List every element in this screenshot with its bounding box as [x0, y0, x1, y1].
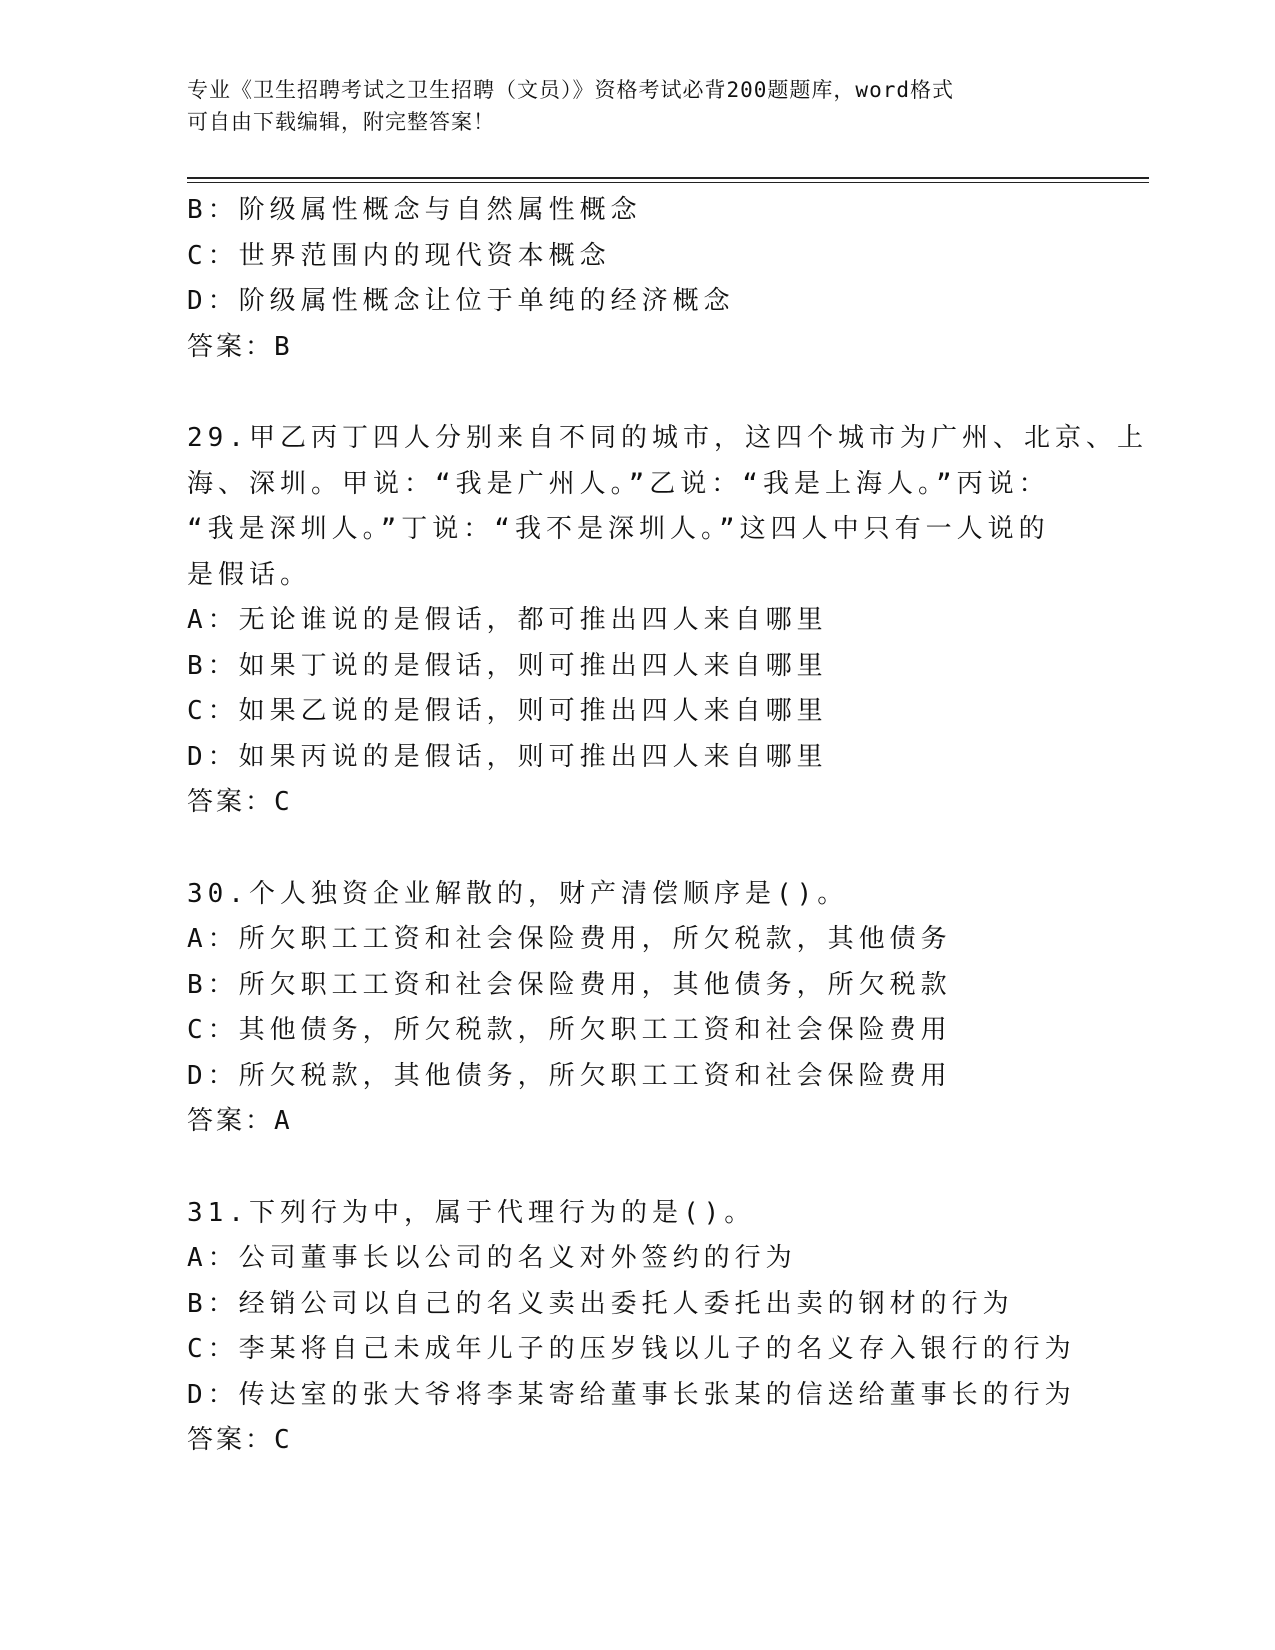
answer-line: 答案：C — [187, 787, 293, 817]
question-spacer — [187, 370, 1087, 416]
option-b: B：阶级属性概念与自然属性概念 — [187, 195, 642, 225]
question-stem-line: 是假话。 — [187, 559, 312, 590]
question-stem-line: “我是深圳人。”丁说：“我不是深圳人。”这四人中只有一人说的 — [187, 514, 1050, 544]
option-b: B：经销公司以自己的名义卖出委托人委托出卖的钢材的行为 — [187, 1288, 1014, 1319]
question-28-continued — [187, 188, 1087, 370]
question-30 — [187, 872, 1087, 1145]
option-c: C：其他债务，所欠税款，所欠职工工资和社会保险费用 — [187, 1015, 952, 1045]
option-c: C：如果乙说的是假话，则可推出四人来自哪里 — [187, 696, 828, 726]
question-spacer — [187, 1145, 1087, 1191]
question-stem-line: 29.甲乙丙丁四人分别来自不同的城市，这四个城市为广州、北京、上 — [187, 423, 1148, 453]
document-body — [187, 188, 1148, 1464]
option-b: B：如果丁说的是假话，则可推出四人来自哪里 — [187, 650, 828, 681]
option-a: A：公司董事长以公司的名义对外签约的行为 — [187, 1243, 797, 1273]
question-stem: 31.下列行为中，属于代理行为的是()。 — [187, 1197, 756, 1228]
answer-line: 答案：A — [187, 1106, 293, 1136]
option-c: C：世界范围内的现代资本概念 — [187, 240, 611, 271]
header-line-1: 专业《卫生招聘考试之卫生招聘（文员）》资格考试必背200题题库，word格式 — [187, 78, 954, 102]
header-line-2: 可自由下载编辑，附完整答案！ — [187, 110, 495, 134]
option-a: A：无论谁说的是假话，都可推出四人来自哪里 — [187, 605, 828, 635]
document-header — [187, 74, 1087, 138]
header-rule-thin — [187, 182, 1149, 183]
option-c: C：李某将自己未成年儿子的压岁钱以儿子的名义存入银行的行为 — [187, 1334, 1076, 1364]
option-d: D：传达室的张大爷将李某寄给董事长张某的信送给董事长的行为 — [187, 1379, 1076, 1410]
option-d: D：如果丙说的是假话，则可推出四人来自哪里 — [187, 741, 828, 772]
header-rule-thick — [187, 177, 1149, 179]
question-31 — [187, 1191, 1087, 1464]
option-a: A：所欠职工工资和社会保险费用，所欠税款，其他债务 — [187, 924, 952, 954]
answer-line: 答案：C — [187, 1425, 293, 1455]
question-29 — [187, 416, 1148, 826]
option-d: D：所欠税款，其他债务，所欠职工工资和社会保险费用 — [187, 1060, 952, 1091]
question-spacer — [187, 826, 1087, 872]
option-b: B：所欠职工工资和社会保险费用，其他债务，所欠税款 — [187, 969, 952, 1000]
question-stem: 30.个人独资企业解散的，财产清偿顺序是()。 — [187, 878, 849, 909]
answer-line: 答案：B — [187, 331, 293, 362]
question-stem-line: 海、深圳。甲说：“我是广州人。”乙说：“我是上海人。”丙说： — [187, 468, 1050, 499]
option-d: D：阶级属性概念让位于单纯的经济概念 — [187, 286, 735, 316]
